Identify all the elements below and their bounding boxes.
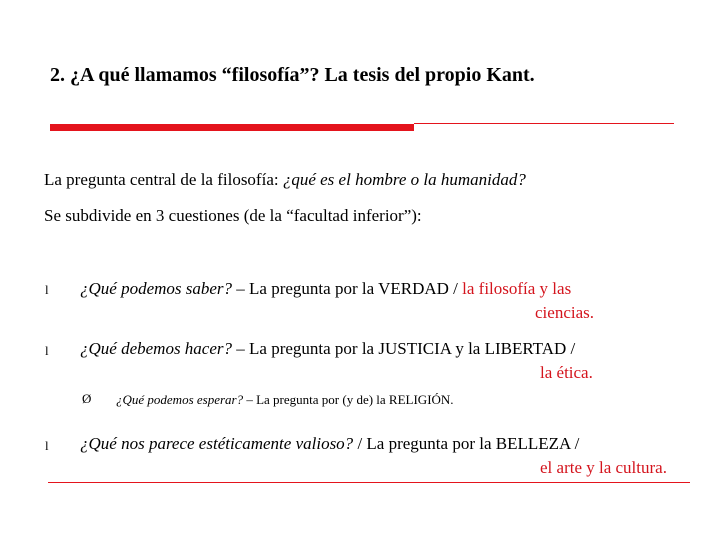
intro-question: ¿qué es el hombre o la humanidad? xyxy=(282,170,526,189)
bullet-answer-red-continued: la ética. xyxy=(540,363,593,382)
bullet-answer-red-continued: ciencias. xyxy=(535,303,594,322)
arrow-right-icon: Ø xyxy=(82,391,92,406)
bullet-answer: La pregunta por la VERDAD / xyxy=(249,279,463,298)
bullet-answer: La pregunta por la JUSTICIA y la LIBERTAD / xyxy=(249,339,576,358)
bullet-dash: – xyxy=(232,279,250,298)
slide-title xyxy=(50,64,535,87)
intro-label: La pregunta central de la filosofía: xyxy=(44,170,283,189)
sub-bullet-answer: – La pregunta por (y de) la RELIGIÓN. xyxy=(243,392,454,407)
title-divider-thick xyxy=(50,124,414,131)
bullet-question: ¿Qué debemos hacer? xyxy=(80,339,233,358)
title-divider-thin xyxy=(414,123,674,124)
title-number: 2. xyxy=(50,64,65,86)
sub-bullet-item-esperar xyxy=(116,392,454,408)
sub-bullet-question: ¿Qué podemos esperar? xyxy=(116,392,244,407)
bullet-question: ¿Qué nos parece estéticamente valioso? xyxy=(80,434,354,453)
title-text: ¿A qué llamamos “filosofía”? La tesis del propio Kant. xyxy=(70,64,535,86)
bottom-divider xyxy=(48,482,690,483)
bullet-dot-icon: l xyxy=(45,343,49,358)
bullet-answer: / La pregunta por la BELLEZA / xyxy=(353,434,580,453)
bullet-item-saber xyxy=(80,279,571,299)
bullet-answer-red: la filosofía y las xyxy=(462,279,572,298)
bullet-dash: – xyxy=(232,339,250,358)
bullet-item-hacer xyxy=(80,339,575,359)
bullet-question: ¿Qué podemos saber? xyxy=(80,279,233,298)
intro-subdivision-line: Se subdivide en 3 cuestiones (de la “facultad inferior”): xyxy=(44,206,422,225)
intro-question-line xyxy=(44,170,526,190)
bullet-answer-red-continued: el arte y la cultura. xyxy=(540,458,667,477)
bullet-item-belleza xyxy=(80,434,579,454)
bullet-dot-icon: l xyxy=(45,438,49,453)
bullet-dot-icon: l xyxy=(45,282,49,297)
